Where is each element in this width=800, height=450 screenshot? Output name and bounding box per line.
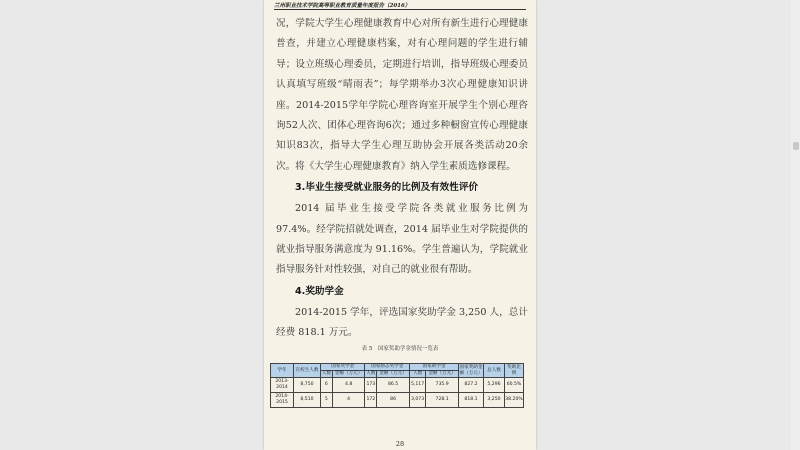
table-cell: 86 — [377, 393, 410, 408]
running-header: 兰州职业技术学院高等职业教育质量年度报告（2016） — [274, 3, 411, 9]
table-cell: 3,250 — [484, 393, 505, 408]
table-cell: 8,510 — [294, 393, 321, 408]
paragraph-employment: 2014 届毕业生接受学院各类就业服务比例为 97.4%。经学院招就处调查，2014 届毕业生对学院提供的就业指导服务满意度为 91.16%。学生普遍认为，学院就业指导服务针对性较强，对自己的就业很有帮助。 — [276, 203, 528, 276]
table-cell: 3,073 — [409, 393, 425, 408]
body-text — [276, 14, 528, 344]
table-cell: 2014-2015 — [271, 393, 294, 408]
paragraph-scholarship: 2014-2015 学年，评选国家奖助学金 3,250 人，总计经费 818.1 万元。 — [276, 306, 528, 339]
subheader-amount: 金额（万元） — [377, 371, 410, 378]
table-cell: 4.8 — [332, 378, 365, 393]
table-cell: 5,117 — [409, 378, 425, 393]
table-cell: 818.1 — [459, 393, 484, 408]
header-ratio: 奖助比例 — [505, 364, 524, 378]
table-cell: 6 — [321, 378, 333, 393]
table-cell: 2013-2014 — [271, 378, 294, 393]
table-cell: 735.9 — [426, 378, 459, 393]
table-row — [271, 378, 524, 393]
header-students: 在校生人数 — [294, 364, 321, 378]
header-national-grant: 国家助学金 — [409, 364, 458, 371]
table-row — [271, 393, 524, 408]
table-cell: 38.20% — [505, 393, 524, 408]
scholarship-table — [270, 363, 524, 408]
paragraph-psychology: 况，学院大学生心理健康教育中心对所有新生进行心理健康普查，并建立心理健康档案，对有心理问题的学生进行辅导；设立班级心理委员，定期进行培训，指导班级心理委员认真填写班级“晴雨表”；每学期举办3次心理健康知识讲座。2014-2015学年学院心理咨询室开展学生个别心理咨询52人次、团体心理咨询6次；通过多种橱窗宣传心理健康知识83次，指导大学生心理互助协会开展各类活动20余次。将《大学生心理健康教育》纳入学生素质选修课程。 — [276, 18, 528, 172]
table-header-row — [271, 364, 524, 371]
header-inspirational-scholarship: 国家励志奖学金 — [365, 364, 409, 371]
table-cell: 173 — [365, 378, 377, 393]
table-cell: 86.5 — [377, 378, 410, 393]
table-cell: 5,296 — [484, 378, 505, 393]
subheader-count: 人数 — [321, 371, 331, 376]
table-cell: 8,750 — [294, 378, 321, 393]
table-cell: 4 — [332, 393, 365, 408]
subheader-amount: 金额（万元） — [332, 371, 365, 378]
scrollbar-thumb[interactable] — [793, 142, 799, 150]
header-national-scholarship: 国家奖学金 — [321, 364, 365, 371]
table-cell: 5 — [321, 393, 333, 408]
table-cell: 172 — [365, 393, 377, 408]
document-page — [264, 0, 536, 450]
section-heading-scholarship: 4.奖助学金 — [295, 285, 344, 297]
header-total-people: 总人数 — [484, 364, 505, 378]
table-caption: 表 5 国家奖助学金情况一览表 — [361, 346, 439, 352]
table-cell: 60.5% — [505, 378, 524, 393]
page-number: 28 — [395, 440, 405, 448]
table-cell: 728.1 — [426, 393, 459, 408]
subheader-amount: 金额（万元） — [426, 371, 459, 378]
header-total-amount: 国家奖助金额（万元） — [459, 364, 483, 376]
header-rule — [274, 9, 526, 10]
header-year: 学年 — [271, 364, 294, 378]
table-cell: 827.2 — [459, 378, 484, 393]
subheader-count: 人数 — [409, 371, 425, 378]
vertical-scrollbar[interactable] — [791, 0, 800, 450]
section-heading-employment: 3.毕业生接受就业服务的比例及有效性评价 — [295, 182, 479, 194]
subheader-count: 人数 — [366, 371, 376, 376]
